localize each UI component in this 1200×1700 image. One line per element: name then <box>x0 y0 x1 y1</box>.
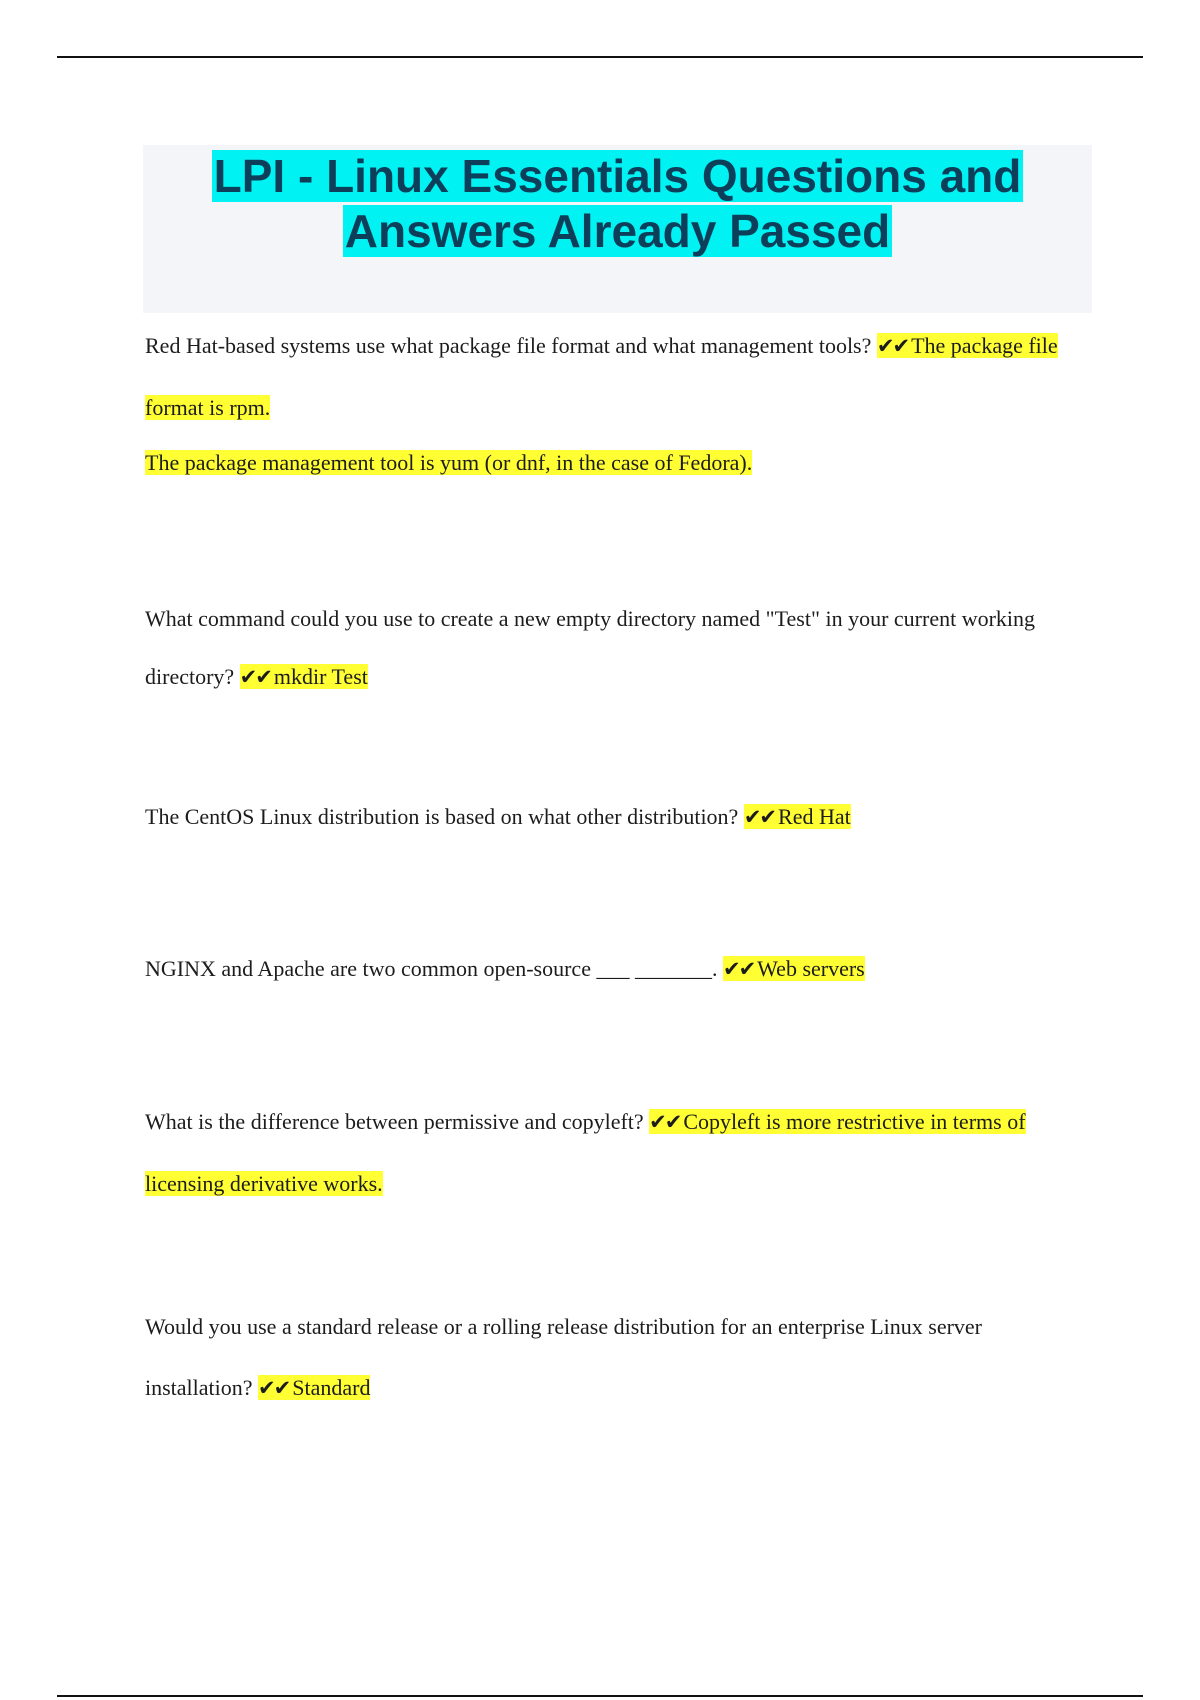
answer-text: ✔✔ Red Hat <box>743 804 851 829</box>
double-check-icon: ✔✔ <box>722 957 755 981</box>
double-check-icon: ✔✔ <box>743 805 776 829</box>
answer-text: ✔✔ Copyleft is more restrictive in terms of licensing derivative works. <box>145 1109 1026 1196</box>
question-text: The CentOS Linux distribution is based on what other distribution? <box>145 804 739 829</box>
qa-item-6 <box>145 1296 1085 1419</box>
qa-item-1 <box>145 315 1085 438</box>
double-check-icon: ✔✔ <box>239 665 271 689</box>
answer-text: The package management tool is yum (or dnf, in the case of Fedora). <box>145 450 753 475</box>
double-check-icon: ✔✔ <box>258 1376 290 1400</box>
answer-text: ✔✔ The package file format is rpm. <box>145 333 1058 420</box>
header-rule <box>57 56 1143 58</box>
double-check-icon: ✔✔ <box>649 1110 681 1134</box>
qa-item-3 <box>145 800 1085 834</box>
title-banner <box>143 145 1092 313</box>
answer-text: ✔✔ Standard <box>258 1375 371 1400</box>
question-text: NGINX and Apache are two common open-source ___ _______. <box>145 956 718 981</box>
question-text: Would you use a standard release or a rolling release distribution for an enterprise Linux server installation? <box>145 1314 982 1400</box>
document-title <box>143 145 1092 259</box>
qa-item-2 <box>145 590 1085 706</box>
qa-item-5 <box>145 1091 1085 1214</box>
question-text: What is the difference between permissive and copyleft? <box>145 1109 644 1134</box>
title-line-2: Answers Already Passed <box>344 205 891 257</box>
question-text: Red Hat-based systems use what package file format and what management tools? <box>145 333 872 358</box>
question-text: What command could you use to create a new empty directory named "Test" in your current working directory? <box>145 606 1036 689</box>
qa-item-4 <box>145 952 1085 986</box>
footer-rule <box>57 1695 1143 1697</box>
double-check-icon: ✔✔ <box>876 334 909 358</box>
qa-item-1-continued <box>145 446 1085 480</box>
title-line-1: LPI - Linux Essentials Questions and <box>213 150 1022 202</box>
answer-text: ✔✔ mkdir Test <box>239 664 368 689</box>
answer-text: ✔✔ Web servers <box>722 956 865 981</box>
